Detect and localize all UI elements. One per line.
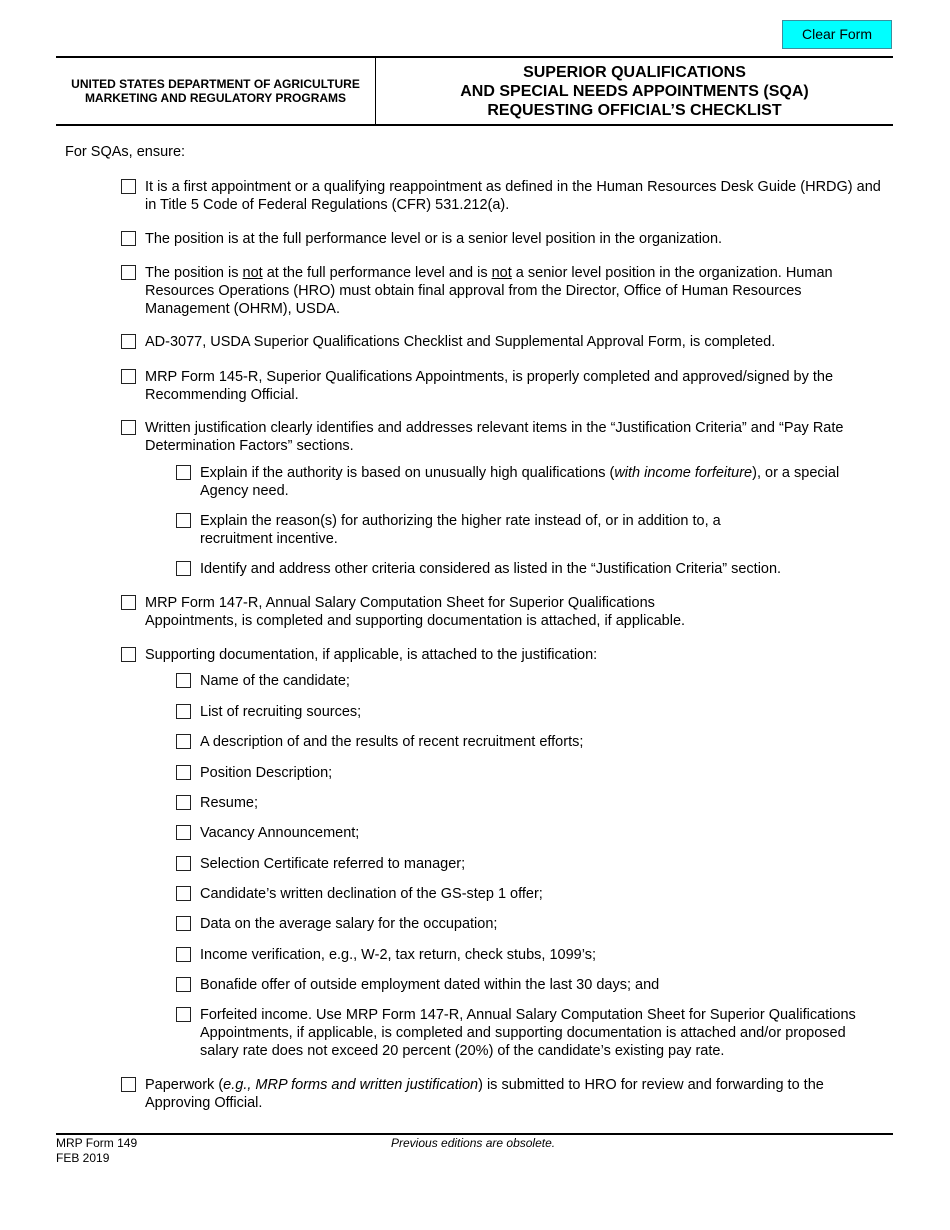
text-part: Explain if the authority is based on unusually high qualifications ( bbox=[200, 465, 615, 481]
item-text: Forfeited income. Use MRP Form 147-R, Annual Salary Computation Sheet for Superior Qualifications Appointments, if applicable, is completed and supporting documentation is attached and/or proposed salary rate does not exceed 20 percent (20%) of the candidate’s existing pay rate. bbox=[200, 1007, 856, 1059]
checklist-subitem-forfeited-income bbox=[176, 1006, 886, 1060]
item-text: Name of the candidate; bbox=[200, 673, 350, 689]
department-block bbox=[56, 58, 376, 124]
checkbox[interactable] bbox=[176, 825, 191, 840]
checklist-subitem-candidate-name bbox=[176, 672, 886, 690]
underlined-not: not bbox=[491, 265, 512, 281]
checklist-subitem-identify-criteria bbox=[176, 560, 886, 578]
checklist-subitem-resume bbox=[176, 794, 886, 812]
item-text: List of recruiting sources; bbox=[200, 704, 362, 720]
checklist-subitem-explain-reason bbox=[176, 512, 886, 548]
checklist-item-supporting-docs bbox=[121, 646, 886, 664]
form-header bbox=[56, 56, 893, 126]
intro-text: For SQAs, ensure: bbox=[65, 144, 186, 160]
checklist-subitem-explain-authority bbox=[176, 464, 886, 500]
checklist-subitem-position-description bbox=[176, 764, 886, 782]
text-part: ) is submitted to HRO for review and forwarding to the Approving Official. bbox=[145, 1077, 824, 1111]
checkbox[interactable] bbox=[176, 561, 191, 576]
program-name: MARKETING AND REGULATORY PROGRAMS bbox=[84, 91, 347, 105]
checkbox[interactable] bbox=[176, 977, 191, 992]
checklist-item-mrp145 bbox=[121, 368, 886, 404]
item-text bbox=[145, 264, 886, 318]
form-date: FEB 2019 bbox=[56, 1151, 110, 1165]
clear-form-button[interactable]: Clear Form bbox=[782, 20, 892, 49]
checkbox[interactable] bbox=[176, 465, 191, 480]
checklist-subitem-average-salary bbox=[176, 915, 886, 933]
checklist-subitem-income-verification bbox=[176, 946, 886, 964]
checklist-item-ad3077 bbox=[121, 333, 886, 351]
italic-text: e.g., MRP forms and written justification bbox=[223, 1077, 479, 1093]
item-text: MRP Form 145-R, Superior Qualifications Appointments, is properly completed and approved/signed by the Recommending Official. bbox=[145, 369, 834, 403]
form-title-line-3: REQUESTING OFFICIAL’S CHECKLIST bbox=[487, 101, 782, 119]
checkbox[interactable] bbox=[176, 704, 191, 719]
item-text: Income verification, e.g., W-2, tax return, check stubs, 1099’s; bbox=[200, 947, 596, 963]
item-text: Bonafide offer of outside employment dated within the last 30 days; and bbox=[200, 977, 660, 993]
obsolete-note: Previous editions are obsolete. bbox=[391, 1136, 556, 1150]
checkbox[interactable] bbox=[176, 734, 191, 749]
item-text: Written justification clearly identifies and addresses relevant items in the “Justification Criteria” and “Pay Rate Determination Factors” sections. bbox=[145, 420, 844, 454]
text-part: ), or a special Agency need. bbox=[200, 465, 840, 499]
item-text: It is a first appointment or a qualifying reappointment as defined in the Human Resources Desk Guide (HRDG) and in Title 5 Code of Federal Regulations (CFR) 531.212(a). bbox=[145, 179, 881, 213]
checkbox[interactable] bbox=[176, 916, 191, 931]
item-text: Resume; bbox=[200, 795, 259, 811]
checkbox[interactable] bbox=[176, 947, 191, 962]
checkbox[interactable] bbox=[176, 795, 191, 810]
checklist-subitem-recruiting-sources bbox=[176, 703, 886, 721]
checklist-item-mrp147 bbox=[121, 594, 886, 630]
checkbox[interactable] bbox=[176, 513, 191, 528]
underlined-not: not bbox=[242, 265, 263, 281]
checklist-subitem-vacancy bbox=[176, 824, 886, 842]
item-text bbox=[145, 1076, 886, 1112]
checkbox[interactable] bbox=[121, 231, 136, 246]
text-part: at the full performance level and is bbox=[262, 265, 492, 281]
form-identifier bbox=[56, 1136, 137, 1166]
checkbox[interactable] bbox=[121, 179, 136, 194]
item-text: Data on the average salary for the occupation; bbox=[200, 916, 498, 932]
form-title-line-1: SUPERIOR QUALIFICATIONS bbox=[523, 63, 746, 81]
checkbox[interactable] bbox=[121, 265, 136, 280]
checkbox[interactable] bbox=[121, 334, 136, 349]
item-text: The position is at the full performance level or is a senior level position in the organization. bbox=[145, 231, 723, 247]
text-part: a senior level position in the organization. Human Resources Operations (HRO) must obtain final approval from the Director, Office of Human Resources Management (OHRM), USDA. bbox=[145, 265, 833, 317]
item-text: Selection Certificate referred to manager; bbox=[200, 856, 466, 872]
italic-text: with income forfeiture bbox=[614, 465, 753, 481]
item-text: Candidate’s written declination of the GS-step 1 offer; bbox=[200, 886, 543, 902]
checkbox[interactable] bbox=[176, 886, 191, 901]
checklist-item-written-justification bbox=[121, 419, 886, 455]
checkbox[interactable] bbox=[121, 595, 136, 610]
checkbox[interactable] bbox=[176, 1007, 191, 1022]
form-number: MRP Form 149 bbox=[56, 1136, 138, 1150]
checklist-item-full-performance bbox=[121, 230, 886, 248]
text-part: The position is bbox=[145, 265, 243, 281]
checklist-subitem-selection-certificate bbox=[176, 855, 886, 873]
checkbox[interactable] bbox=[176, 856, 191, 871]
footer-divider bbox=[56, 1133, 893, 1135]
item-text: MRP Form 147-R, Annual Salary Computation Sheet for Superior Qualifications Appointments, is completed and supporting documentation is attached, if applicable. bbox=[145, 595, 686, 629]
checkbox[interactable] bbox=[121, 1077, 136, 1092]
checklist-subitem-declination bbox=[176, 885, 886, 903]
item-text bbox=[200, 464, 886, 500]
checklist-item-paperwork bbox=[121, 1076, 886, 1112]
item-text: Supporting documentation, if applicable, is attached to the justification: bbox=[145, 647, 598, 663]
checkbox[interactable] bbox=[176, 673, 191, 688]
department-name: UNITED STATES DEPARTMENT OF AGRICULTURE bbox=[71, 77, 360, 91]
item-text: Position Description; bbox=[200, 765, 333, 781]
item-text: Vacancy Announcement; bbox=[200, 825, 360, 841]
checklist-item-not-full-performance bbox=[121, 264, 886, 318]
item-text: Identify and address other criteria considered as listed in the “Justification Criteria” section. bbox=[200, 561, 782, 577]
form-title bbox=[376, 58, 893, 124]
checkbox[interactable] bbox=[176, 765, 191, 780]
item-text: A description of and the results of recent recruitment efforts; bbox=[200, 734, 584, 750]
form-title-line-2: AND SPECIAL NEEDS APPOINTMENTS (SQA) bbox=[460, 82, 809, 100]
checkbox[interactable] bbox=[121, 647, 136, 662]
item-text: Explain the reason(s) for authorizing the higher rate instead of, or in addition to, a recruitment incentive. bbox=[200, 513, 721, 547]
text-part: Paperwork ( bbox=[145, 1077, 224, 1093]
item-text: AD-3077, USDA Superior Qualifications Checklist and Supplemental Approval Form, is completed. bbox=[145, 334, 776, 350]
checklist-subitem-bonafide-offer bbox=[176, 976, 886, 994]
checkbox[interactable] bbox=[121, 420, 136, 435]
checkbox[interactable] bbox=[121, 369, 136, 384]
checklist-subitem-recruitment-efforts bbox=[176, 733, 886, 751]
checklist-item-first-appointment bbox=[121, 178, 886, 214]
